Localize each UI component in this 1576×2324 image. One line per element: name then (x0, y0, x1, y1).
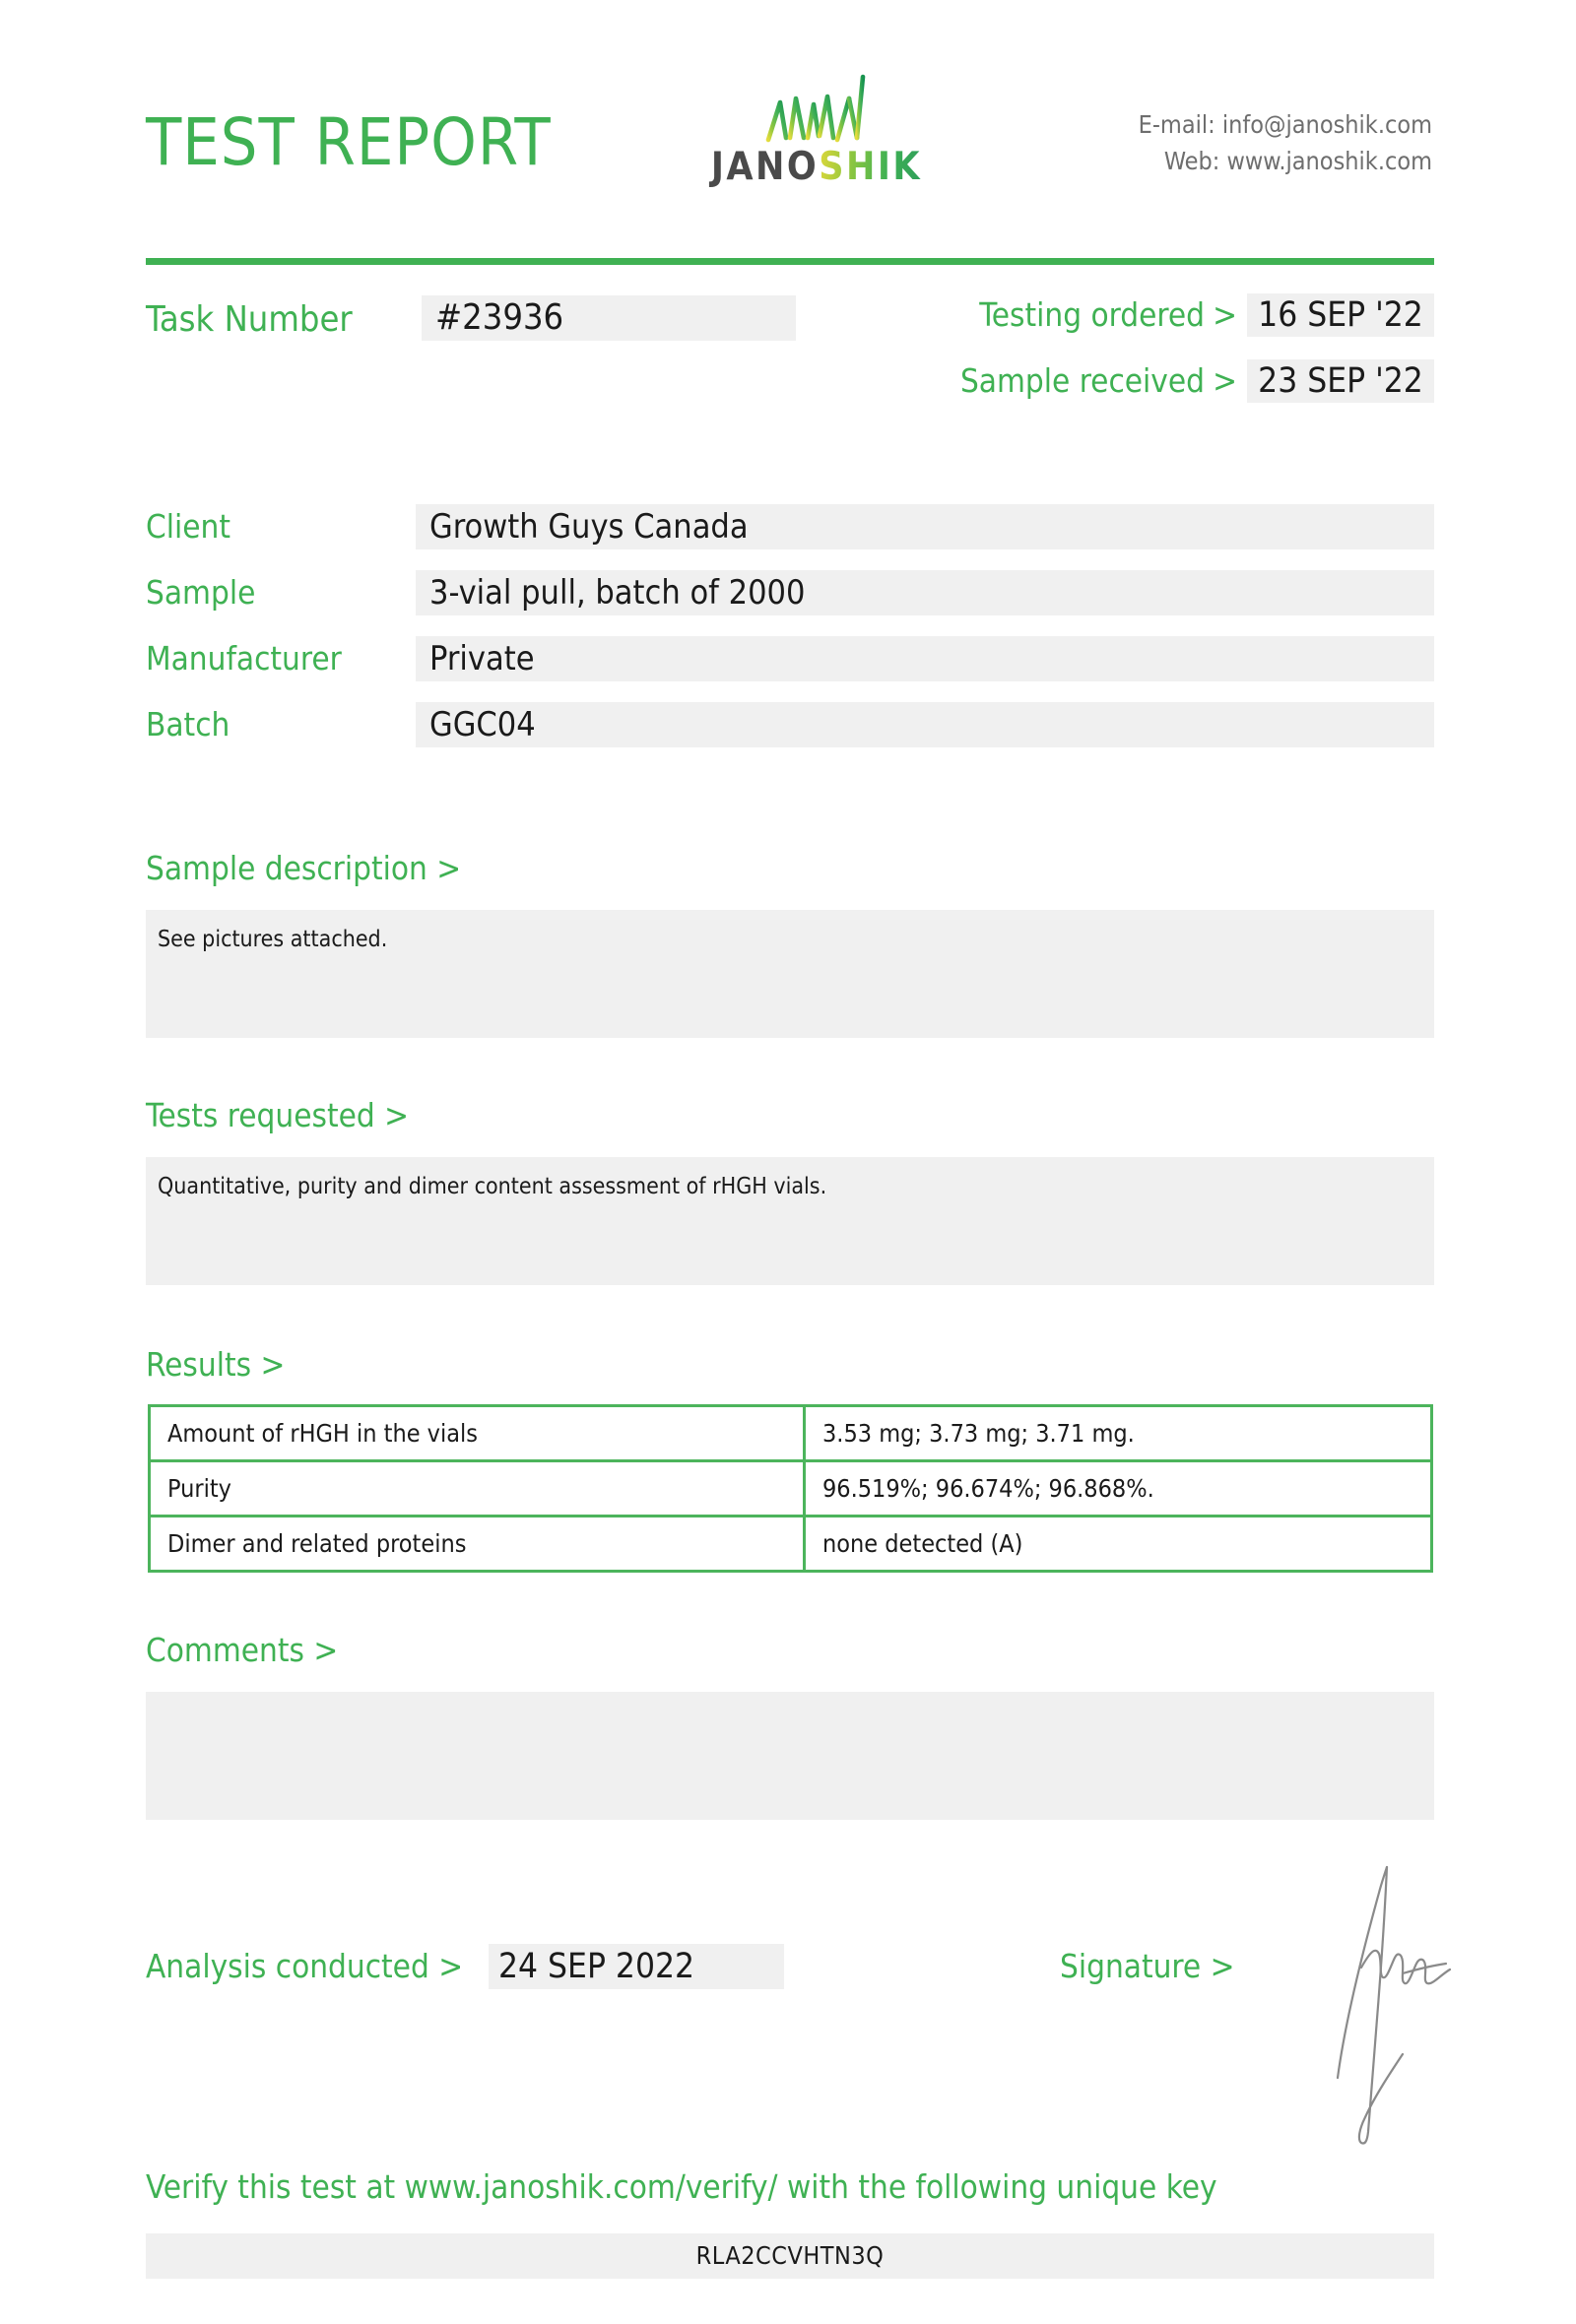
manufacturer-label: Manufacturer (146, 639, 342, 678)
result-value: none detected (A) (805, 1517, 1432, 1572)
comments-text (146, 1692, 1434, 1820)
signature-label: Signature > (1060, 1947, 1235, 1985)
tests-requested-heading: Tests requested > (146, 1096, 410, 1134)
result-value: 3.53 mg; 3.73 mg; 3.71 mg. (805, 1406, 1432, 1461)
analysis-conducted-label: Analysis conducted > (146, 1947, 464, 1985)
brand-logo (684, 69, 950, 207)
testing-ordered-row (886, 293, 1434, 342)
contact-info (1139, 106, 1432, 179)
page-title: TEST REPORT (146, 104, 552, 180)
table-row (150, 1406, 1432, 1461)
result-value: 96.519%; 96.674%; 96.868%. (805, 1461, 1432, 1517)
chromatogram-peaks-icon (762, 69, 871, 146)
result-parameter: Dimer and related proteins (150, 1517, 805, 1572)
manufacturer-row (146, 636, 1434, 681)
brand-name-dark: JANO (710, 145, 820, 189)
manufacturer-value: Private (416, 636, 1434, 681)
sample-description-heading: Sample description > (146, 849, 462, 887)
client-value: Growth Guys Canada (416, 504, 1434, 549)
header-divider (146, 258, 1434, 265)
batch-label: Batch (146, 705, 230, 743)
handwritten-signature-icon (1277, 1851, 1474, 2147)
sample-received-value: 23 SEP '22 (1247, 359, 1434, 403)
sample-row (146, 570, 1434, 615)
sample-received-label: Sample received (959, 361, 1205, 400)
task-number-value: #23936 (422, 295, 796, 341)
testing-ordered-label: Testing ordered (979, 295, 1205, 334)
result-parameter: Amount of rHGH in the vials (150, 1406, 805, 1461)
results-heading: Results > (146, 1345, 286, 1384)
sample-received-row (886, 359, 1434, 408)
analysis-conducted-value: 24 SEP 2022 (489, 1944, 784, 1989)
sample-value: 3-vial pull, batch of 2000 (416, 570, 1434, 615)
date-fields (886, 293, 1434, 425)
verify-instruction: Verify this test at www.janoshik.com/verify/ with the following unique key (146, 2167, 1217, 2206)
sample-label: Sample (146, 573, 256, 612)
batch-row (146, 702, 1434, 747)
caret-icon: > (1213, 361, 1237, 400)
comments-heading: Comments > (146, 1631, 339, 1669)
verification-key: RLA2CCVHTN3Q (146, 2233, 1434, 2279)
client-row (146, 504, 1434, 549)
testing-ordered-value: 16 SEP '22 (1247, 293, 1434, 337)
brand-name-accent: SHIK (819, 145, 923, 189)
sample-info-fields (146, 504, 1434, 768)
batch-value: GGC04 (416, 702, 1434, 747)
contact-email: E-mail: info@janoshik.com (1138, 110, 1432, 139)
sample-description-text: See pictures attached. (146, 910, 1434, 1038)
table-row (150, 1461, 1432, 1517)
table-row (150, 1517, 1432, 1572)
caret-icon: > (1213, 295, 1237, 334)
result-parameter: Purity (150, 1461, 805, 1517)
brand-wordmark (684, 147, 950, 188)
tests-requested-text: Quantitative, purity and dimer content assessment of rHGH vials. (146, 1157, 1434, 1285)
task-number-label: Task Number (146, 299, 353, 340)
client-label: Client (146, 507, 230, 546)
results-table (148, 1404, 1433, 1573)
report-header (146, 69, 1432, 226)
contact-web: Web: www.janoshik.com (1163, 147, 1432, 175)
